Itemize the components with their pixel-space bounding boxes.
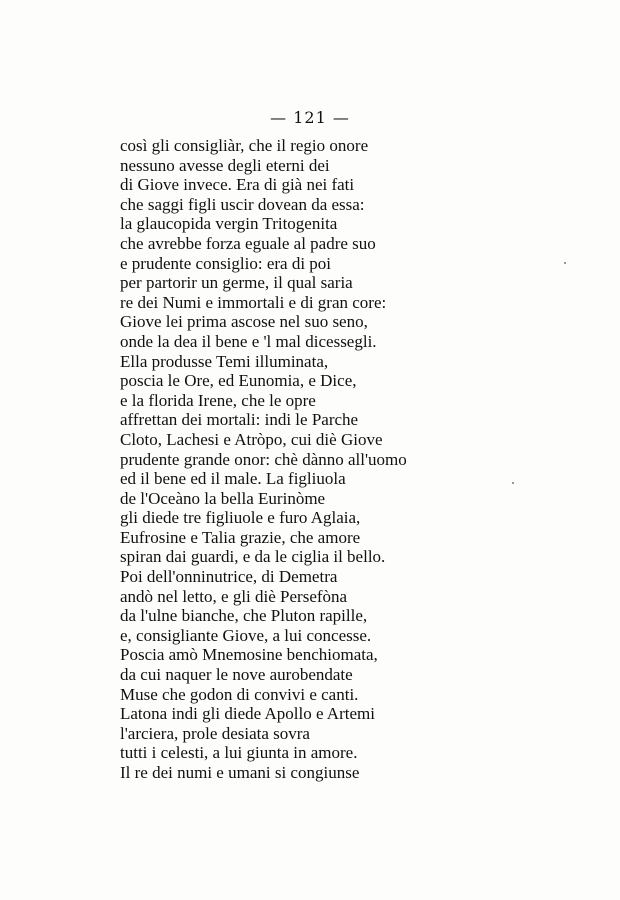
poem-line: da l'ulne bianche, che Pluton rapille,: [120, 606, 368, 626]
poem-line: Muse che godon di convivi e canti.: [120, 684, 359, 704]
poem-text: [120, 136, 407, 783]
poem-line: nessuno avesse degli eterni dei: [120, 155, 330, 175]
poem-line: poscia le Ore, ed Eunomia, e Dice,: [120, 371, 357, 391]
poem-line: che saggi figli uscir dovean da essa:: [120, 194, 365, 214]
poem-line: e prudente consiglio: era di poi: [120, 253, 332, 273]
poem-line: Ella produsse Temi illuminata,: [120, 351, 329, 371]
poem-line: tutti i celesti, a lui giunta in amore.: [120, 743, 358, 763]
poem-line: re dei Numi e immortali e di gran core:: [120, 292, 387, 312]
poem-line: per partorir un germe, il qual saria: [120, 273, 353, 293]
poem-line: Poi dell'onninutrice, di Demetra: [120, 567, 338, 587]
poem-line: Latona indi gli diede Apollo e Artemi: [120, 704, 375, 724]
poem-line: e la florida Irene, che le opre: [120, 390, 316, 410]
paper-speck: [564, 262, 566, 264]
poem-line: Il re dei numi e umani si congiunse: [120, 763, 360, 782]
poem-line: e, consigliante Giove, a lui concesse.: [120, 625, 372, 645]
poem-line: Giove lei prima ascose nel suo seno,: [120, 312, 368, 332]
poem-line: gli diede tre figliuole e furo Aglaia,: [120, 508, 361, 528]
poem-line: onde la dea il bene e 'l mal dicessegli.: [120, 331, 377, 351]
poem-line: Poscia amò Mnemosine benchiomata,: [120, 645, 378, 665]
poem-line: ed il bene ed il male. La figliuola: [120, 469, 346, 489]
page-number: — 121 —: [270, 108, 350, 127]
poem-line: Eufrosine e Talia grazie, che amore: [120, 527, 361, 547]
poem-line: che avrebbe forza eguale al padre suo: [120, 233, 376, 253]
poem-line: così gli consigliàr, che il regio onore: [120, 136, 369, 155]
poem-line: de l'Oceàno la bella Eurinòme: [120, 488, 326, 508]
paper-speck: [512, 482, 514, 484]
poem-line: andò nel letto, e gli diè Persefòna: [120, 586, 348, 606]
poem-line: da cui naquer le nove aurobendate: [120, 665, 353, 685]
poem-line: di Giove invece. Era di già nei fati: [120, 175, 355, 195]
poem-line: Cloto, Lachesi e Atròpo, cui diè Giove: [120, 429, 383, 449]
poem-line: l'arciera, prole desiata sovra: [120, 723, 310, 743]
poem-line: prudente grande onor: chè dànno all'uomo: [120, 449, 407, 469]
poem-line: affrettan dei mortali: indi le Parche: [120, 410, 359, 430]
poem-line: spiran dai guardi, e da le ciglia il bello.: [120, 547, 386, 567]
poem-line: la glaucopida vergin Tritogenita: [120, 214, 338, 234]
